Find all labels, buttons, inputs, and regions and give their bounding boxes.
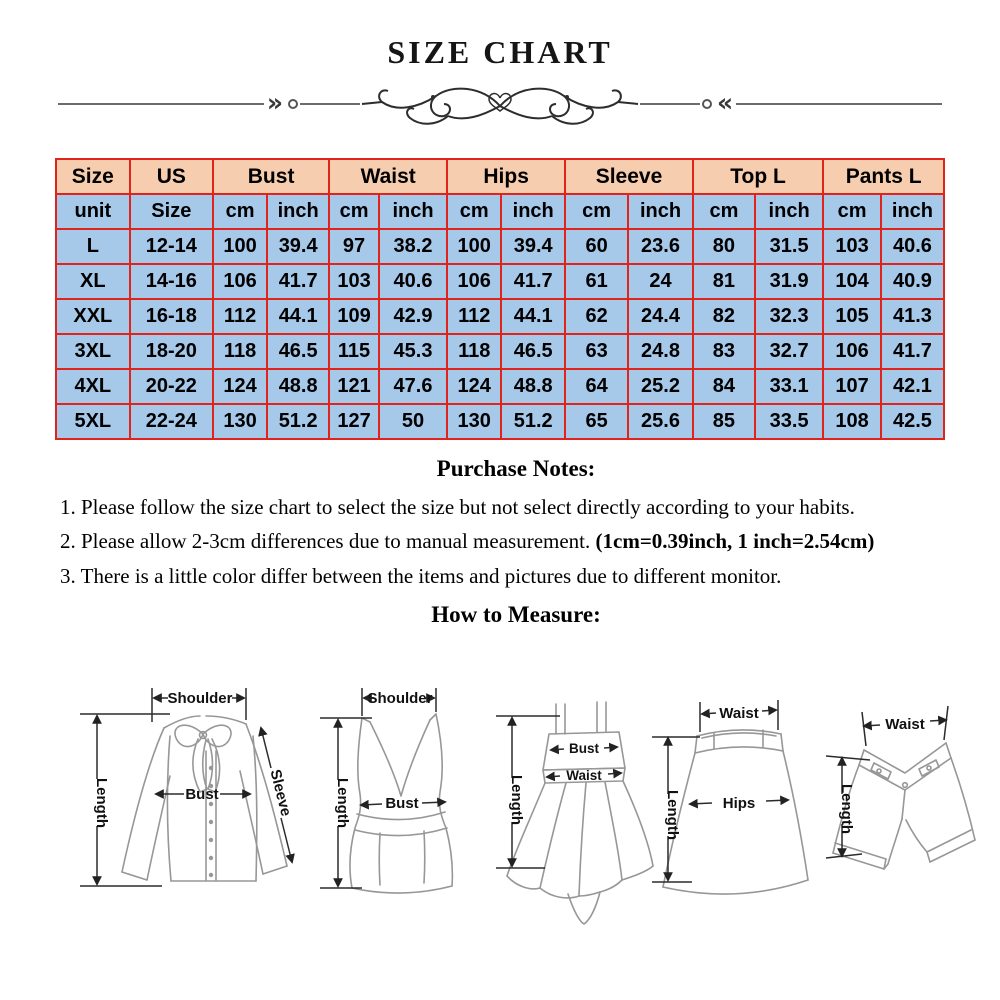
- table-cell: 51.2: [501, 404, 565, 439]
- table-cell: L: [56, 229, 130, 264]
- unit-cell: inch: [379, 194, 447, 229]
- table-cell: 24.8: [628, 334, 693, 369]
- how-to-measure-heading: How to Measure:: [431, 602, 601, 627]
- table-cell: 48.8: [267, 369, 329, 404]
- table-row: [56, 334, 944, 369]
- table-cell: 33.1: [755, 369, 823, 404]
- table-cell: 106: [447, 264, 501, 299]
- table-cell: 100: [213, 229, 267, 264]
- blouse-length-label: Length: [93, 778, 110, 828]
- divider-line-left: [58, 103, 264, 105]
- table-cell: 61: [565, 264, 628, 299]
- table-cell: 20-22: [130, 369, 213, 404]
- tank-shoulder-label: Shoulder: [367, 690, 433, 707]
- unit-cell: inch: [267, 194, 329, 229]
- unit-cell: cm: [213, 194, 267, 229]
- tank-length-label: Length: [334, 778, 351, 828]
- table-cell: 112: [213, 299, 267, 334]
- divider-line-right-short: [640, 103, 700, 105]
- skirt-length-label: Length: [664, 790, 681, 840]
- table-cell: 22-24: [130, 404, 213, 439]
- table-cell: 63: [565, 334, 628, 369]
- title-divider: [58, 86, 942, 122]
- col-header-waist: Waist: [329, 159, 447, 194]
- table-cell: 40.6: [379, 264, 447, 299]
- table-group-header-row: [56, 159, 944, 194]
- table-cell: 25.6: [628, 404, 693, 439]
- table-cell: 12-14: [130, 229, 213, 264]
- table-cell: 80: [693, 229, 755, 264]
- col-header-us: US: [130, 159, 213, 194]
- table-cell: 24: [628, 264, 693, 299]
- dress-diagram: [496, 702, 653, 924]
- table-cell: 130: [447, 404, 501, 439]
- col-header-pants-l: Pants L: [823, 159, 944, 194]
- skirt-hips-label: Hips: [722, 795, 756, 812]
- table-cell: 118: [213, 334, 267, 369]
- table-cell: XXL: [56, 299, 130, 334]
- table-cell: 45.3: [379, 334, 447, 369]
- note-3-text: 3. There is a little color differ between the items and pictures due to different monitor.: [60, 563, 782, 588]
- table-cell: 106: [823, 334, 881, 369]
- dress-waist-label: Waist: [566, 768, 602, 783]
- table-row: [56, 229, 944, 264]
- page-title: SIZE CHART: [387, 34, 613, 70]
- table-cell: 84: [693, 369, 755, 404]
- unit-cell: cm: [447, 194, 501, 229]
- table-row: [56, 404, 944, 439]
- col-header-sleeve: Sleeve: [565, 159, 693, 194]
- col-header-hips: Hips: [447, 159, 565, 194]
- unit-cell: unit: [56, 194, 130, 229]
- shorts-diagram: [826, 706, 975, 869]
- table-cell: 130: [213, 404, 267, 439]
- table-cell: 16-18: [130, 299, 213, 334]
- table-cell: 60: [565, 229, 628, 264]
- table-cell: 42.1: [881, 369, 944, 404]
- table-cell: 39.4: [267, 229, 329, 264]
- unit-cell: inch: [881, 194, 944, 229]
- col-header-bust: Bust: [213, 159, 329, 194]
- divider-line-left-short: [300, 103, 360, 105]
- table-unit-row: [56, 194, 944, 229]
- note-2-text: 2. Please allow 2-3cm differences due to manual measurement.: [60, 529, 596, 553]
- table-cell: 38.2: [379, 229, 447, 264]
- unit-cell: cm: [823, 194, 881, 229]
- divider-flourish-icon: [360, 76, 640, 132]
- unit-cell: inch: [628, 194, 693, 229]
- size-table-body: [56, 229, 944, 439]
- table-cell: 100: [447, 229, 501, 264]
- table-cell: 51.2: [267, 404, 329, 439]
- table-cell: 25.2: [628, 369, 693, 404]
- chevron-left-icon: «: [717, 87, 734, 117]
- unit-cell: cm: [329, 194, 379, 229]
- shorts-waist-label: Waist: [885, 716, 925, 733]
- col-header-size: Size: [56, 159, 130, 194]
- table-cell: 42.5: [881, 404, 944, 439]
- table-cell: 112: [447, 299, 501, 334]
- table-cell: 64: [565, 369, 628, 404]
- how-to-measure-diagrams: [0, 676, 1000, 926]
- note-3: [60, 561, 972, 593]
- table-row: [56, 264, 944, 299]
- table-cell: 97: [329, 229, 379, 264]
- unit-cell: cm: [693, 194, 755, 229]
- table-cell: 109: [329, 299, 379, 334]
- table-cell: 44.1: [267, 299, 329, 334]
- table-cell: 124: [213, 369, 267, 404]
- blouse-shoulder-label: Shoulder: [167, 690, 233, 707]
- tank-bust-label: Bust: [385, 795, 419, 812]
- table-cell: 33.5: [755, 404, 823, 439]
- table-cell: 18-20: [130, 334, 213, 369]
- note-1-text: 1. Please follow the size chart to select the size but not select directly according to your habits.: [60, 494, 855, 519]
- table-cell: 85: [693, 404, 755, 439]
- table-cell: 42.9: [379, 299, 447, 334]
- table-cell: 32.7: [755, 334, 823, 369]
- table-cell: 108: [823, 404, 881, 439]
- chevron-right-icon: »: [266, 87, 283, 117]
- size-chart-table: [55, 158, 945, 440]
- table-cell: 14-16: [130, 264, 213, 299]
- table-cell: 41.7: [267, 264, 329, 299]
- skirt-waist-label: Waist: [719, 705, 759, 722]
- blouse-bust-label: Bust: [185, 786, 219, 803]
- table-cell: 115: [329, 334, 379, 369]
- table-row: [56, 369, 944, 404]
- divider-ring-icon: [702, 99, 712, 109]
- table-cell: 44.1: [501, 299, 565, 334]
- table-cell: 32.3: [755, 299, 823, 334]
- note-2: [60, 526, 972, 558]
- table-cell: 23.6: [628, 229, 693, 264]
- purchase-notes-heading: Purchase Notes:: [436, 456, 596, 481]
- table-cell: 118: [447, 334, 501, 369]
- dress-outline: [507, 702, 653, 924]
- table-cell: 46.5: [501, 334, 565, 369]
- table-cell: 107: [823, 369, 881, 404]
- col-header-top-l: Top L: [693, 159, 823, 194]
- shorts-length-label: Length: [838, 784, 855, 834]
- table-cell: 65: [565, 404, 628, 439]
- table-cell: 3XL: [56, 334, 130, 369]
- skirt-diagram: [652, 700, 808, 894]
- table-cell: 40.6: [881, 229, 944, 264]
- table-cell: 62: [565, 299, 628, 334]
- table-cell: 83: [693, 334, 755, 369]
- table-cell: 5XL: [56, 404, 130, 439]
- notes-section: [60, 452, 972, 633]
- table-cell: 104: [823, 264, 881, 299]
- table-cell: 4XL: [56, 369, 130, 404]
- table-cell: 46.5: [267, 334, 329, 369]
- table-cell: 41.3: [881, 299, 944, 334]
- note-2-bold: (1cm=0.39inch, 1 inch=2.54cm): [595, 529, 875, 553]
- dress-bust-label: Bust: [569, 741, 599, 756]
- table-cell: 127: [329, 404, 379, 439]
- table-cell: 48.8: [501, 369, 565, 404]
- table-row: [56, 299, 944, 334]
- divider-line-right: [736, 103, 942, 105]
- table-cell: 39.4: [501, 229, 565, 264]
- table-cell: 31.9: [755, 264, 823, 299]
- unit-cell: cm: [565, 194, 628, 229]
- blouse-diagram: [80, 688, 294, 886]
- table-cell: 50: [379, 404, 447, 439]
- note-1: [60, 492, 972, 524]
- unit-cell: inch: [501, 194, 565, 229]
- unit-cell: inch: [755, 194, 823, 229]
- dress-length-label: Length: [508, 775, 525, 825]
- table-cell: 31.5: [755, 229, 823, 264]
- divider-ring-icon: [288, 99, 298, 109]
- blouse-sleeve-label: Sleeve: [266, 767, 295, 819]
- table-cell: 41.7: [501, 264, 565, 299]
- table-cell: 41.7: [881, 334, 944, 369]
- tank-top-diagram: [320, 688, 452, 893]
- unit-cell: Size: [130, 194, 213, 229]
- table-cell: 124: [447, 369, 501, 404]
- table-cell: 105: [823, 299, 881, 334]
- table-cell: 103: [823, 229, 881, 264]
- table-cell: 47.6: [379, 369, 447, 404]
- table-cell: 40.9: [881, 264, 944, 299]
- table-cell: 106: [213, 264, 267, 299]
- table-cell: 103: [329, 264, 379, 299]
- table-cell: XL: [56, 264, 130, 299]
- table-cell: 81: [693, 264, 755, 299]
- table-cell: 24.4: [628, 299, 693, 334]
- table-cell: 82: [693, 299, 755, 334]
- table-cell: 121: [329, 369, 379, 404]
